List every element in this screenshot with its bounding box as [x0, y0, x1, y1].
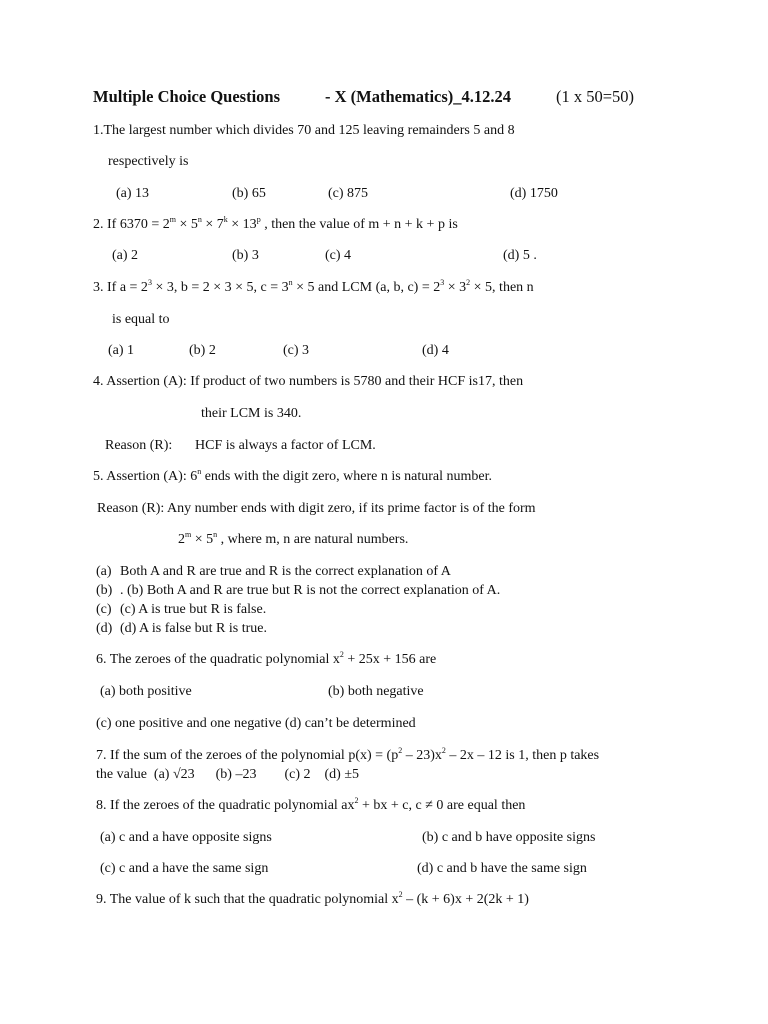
q7-exp: 2: [398, 746, 403, 755]
q1-option-a: (a) 13: [116, 186, 150, 201]
q3-text: × 3: [444, 280, 467, 295]
q6-exp: 2: [339, 650, 344, 659]
title-marks: (1 x 50=50): [556, 87, 635, 106]
q5-option-text: (c) A is true but R is false.: [120, 602, 267, 617]
q9-text: – (k + 6)x + 2(2k + 1): [402, 892, 529, 907]
q5-option-b: [96, 582, 500, 600]
q7-text: – 23)x: [402, 748, 442, 763]
q5-assertion: [93, 468, 492, 486]
q5-exp-m: m: [185, 530, 192, 539]
q8-exp: 2: [354, 796, 359, 805]
q4-assertion: 4. Assertion (A): If product of two numbers is 5780 and their HCF is17, then: [93, 374, 524, 389]
page-title: [93, 87, 635, 106]
q2-option-b: (b) 3: [232, 248, 259, 263]
q6-option-b: (b) both negative: [328, 684, 424, 699]
q2-text: × 13: [227, 217, 257, 232]
q6-options-cd: (c) one positive and one negative (d) can’t be determined: [96, 716, 416, 731]
q5-option-text: Both A and R are true and R is the correct explanation of A: [120, 564, 451, 579]
q5-option-a: [96, 563, 451, 581]
q2-line1: [93, 216, 458, 234]
q2-exp-m: m: [169, 215, 176, 224]
q5-option-label: (a): [96, 564, 112, 579]
q5-option-label: (b): [96, 583, 113, 598]
q5-option-label: (c): [96, 602, 112, 617]
q5-option-d: [96, 620, 267, 638]
q8-option-a: (a) c and a have opposite signs: [100, 830, 272, 845]
q1-option-c: (c) 875: [328, 186, 369, 201]
q8-option-d: (d) c and b have the same sign: [417, 861, 587, 876]
q8-option-c: (c) c and a have the same sign: [100, 861, 269, 876]
q3-text: × 3, b = 2 × 3 × 5, c = 3: [151, 280, 289, 295]
q5-text: 2: [178, 532, 185, 547]
q4-assertion-cont: their LCM is 340.: [201, 406, 302, 421]
q8-text: + bx + c, c ≠ 0 are equal then: [358, 798, 526, 813]
q3-text: 3. If a = 2: [93, 280, 148, 295]
q2-text: × 5: [175, 217, 198, 232]
q3-exp: n: [288, 278, 293, 287]
q4-reason-text: HCF is always a factor of LCM.: [195, 438, 376, 453]
q1-option-b: (b) 65: [232, 186, 266, 201]
q3-option-d: (d) 4: [422, 343, 449, 358]
q5-text: ends with the digit zero, where n is natural number.: [201, 469, 493, 484]
q8-option-b: (b) c and b have opposite signs: [422, 830, 596, 845]
q3-option-a: (a) 1: [108, 343, 135, 358]
q2-exp-n: n: [197, 215, 202, 224]
q5-exp-n: n: [213, 530, 218, 539]
title-subject: - X (Mathematics)_4.12.24: [325, 87, 512, 106]
q5-reason: Reason (R): Any number ends with digit zero, if its prime factor is of the form: [97, 501, 536, 516]
q2-option-c: (c) 4: [325, 248, 352, 263]
q3-exp: 2: [466, 278, 471, 287]
q7-text: – 2x – 12 is 1, then p takes: [445, 748, 600, 763]
q5-reason-cont: [178, 531, 408, 549]
q2-text: 2. If 6370 = 2: [93, 217, 170, 232]
q5-text: × 5: [191, 532, 214, 547]
q2-option-a: (a) 2: [112, 248, 139, 263]
q5-option-text: . (b) Both A and R are true but R is not the correct explanation of A.: [120, 583, 501, 598]
q1-option-d: (d) 1750: [510, 186, 558, 201]
q3-exp: 3: [147, 278, 152, 287]
q6-option-a: (a) both positive: [100, 684, 192, 699]
q9-exp: 2: [398, 890, 403, 899]
q3-line1: [93, 279, 534, 297]
q3-exp: 3: [440, 278, 445, 287]
q3-option-c: (c) 3: [283, 343, 310, 358]
q2-exp-k: k: [223, 215, 228, 224]
q5-option-c: [96, 601, 266, 619]
q8-line1: [96, 797, 525, 815]
q6-text: 6. The zeroes of the quadratic polynomial x: [96, 652, 340, 667]
q9-line1: [96, 891, 529, 909]
q3-text: × 5, then n: [470, 280, 534, 295]
q5-option-text: (d) A is false but R is true.: [120, 621, 267, 636]
q4-reason-label: Reason (R):: [105, 438, 173, 453]
q6-text: + 25x + 156 are: [343, 652, 437, 667]
q6-line1: [96, 651, 436, 669]
q1-line2: respectively is: [108, 154, 189, 169]
q3-option-b: (b) 2: [189, 343, 216, 358]
q8-text: 8. If the zeroes of the quadratic polynomial ax: [96, 798, 355, 813]
q3-line2: is equal to: [112, 312, 170, 327]
q2-exp-p: p: [256, 215, 261, 224]
q5-text: 5. Assertion (A): 6: [93, 469, 198, 484]
q9-text: 9. The value of k such that the quadratic polynomial x: [96, 892, 399, 907]
q1-line1: 1.The largest number which divides 70 and 125 leaving remainders 5 and 8: [93, 123, 515, 138]
q2-option-d: (d) 5 .: [503, 248, 537, 263]
q2-text: , then the value of m + n + k + p is: [260, 217, 458, 232]
q7-line1: [96, 747, 599, 765]
q7-exp: 2: [441, 746, 446, 755]
q7-line2: the value (a) √23 (b) –23 (c) 2 (d) ±5: [96, 767, 360, 782]
q3-text: × 5 and LCM (a, b, c) = 2: [292, 280, 441, 295]
title-main: Multiple Choice Questions: [93, 87, 281, 106]
q7-text: 7. If the sum of the zeroes of the polynomial p(x) = (p: [96, 748, 399, 763]
q5-option-label: (d): [96, 621, 113, 636]
q5-text: , where m, n are natural numbers.: [217, 532, 409, 547]
q2-text: × 7: [201, 217, 224, 232]
q5-exp-n: n: [197, 467, 202, 476]
